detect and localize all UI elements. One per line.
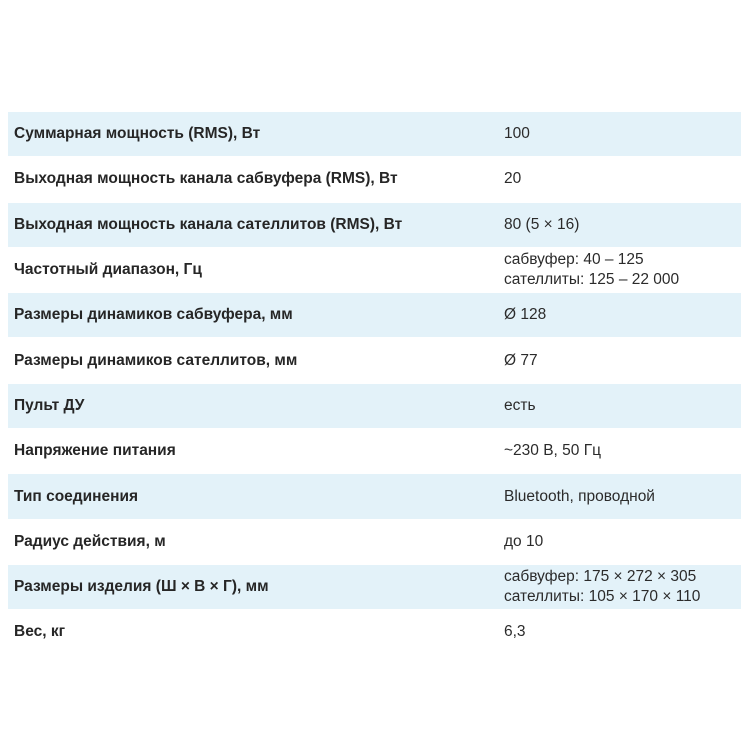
spec-value-line: сабвуфер: 40 – 125 [504,251,644,269]
spec-row [8,157,741,202]
spec-row [8,338,741,383]
spec-value [504,567,741,607]
spec-value-line: Bluetooth, проводной [504,487,655,505]
spec-value [504,169,741,189]
spec-value-line: ~230 В, 50 Гц [504,442,601,460]
spec-name: Вес, кг [14,623,66,641]
spec-name: Выходная мощность канала сателлитов (RMS), Вт [14,215,403,233]
spec-value [504,124,741,144]
spec-name: Частотный диапазон, Гц [14,261,202,279]
spec-value [504,532,741,552]
spec-row [8,429,741,474]
spec-name: Суммарная мощность (RMS), Вт [14,125,261,143]
specifications-table [8,112,741,656]
spec-value-line: Ø 77 [504,351,538,369]
spec-value [504,351,741,371]
spec-value [504,215,741,235]
spec-name: Радиус действия, м [14,532,166,550]
spec-name: Размеры динамиков сабвуфера, мм [14,306,293,324]
spec-row [8,474,741,519]
spec-row [8,293,741,338]
spec-name: Выходная мощность канала сабвуфера (RMS), Вт [14,170,398,188]
spec-value [504,622,741,642]
spec-value [504,250,741,290]
spec-name: Тип соединения [14,487,139,505]
spec-name: Размеры изделия (Ш × В × Г), мм [14,578,269,596]
spec-value-line: сабвуфер: 175 × 272 × 305 [504,568,697,586]
spec-value-line: 80 (5 × 16) [504,215,580,233]
spec-row [8,610,741,655]
spec-row [8,520,741,565]
spec-name: Напряжение питания [14,442,176,460]
spec-value [504,396,741,416]
spec-row [8,384,741,429]
spec-value [504,305,741,325]
spec-value-line: до 10 [504,532,544,550]
spec-row [8,112,741,157]
spec-value-line: 20 [504,170,522,188]
spec-value-line: сателлиты: 125 – 22 000 [504,271,680,289]
spec-value-line: 100 [504,125,530,143]
spec-row [8,203,741,248]
spec-value-line: Ø 128 [504,306,547,324]
spec-value [504,441,741,461]
spec-value-line: есть [504,396,536,414]
spec-row [8,565,741,610]
spec-name: Размеры динамиков сателлитов, мм [14,351,298,369]
spec-value [504,487,741,507]
spec-name: Пульт ДУ [14,396,85,414]
spec-row [8,248,741,293]
spec-value-line: сателлиты: 105 × 170 × 110 [504,588,701,606]
spec-value-line: 6,3 [504,623,526,641]
